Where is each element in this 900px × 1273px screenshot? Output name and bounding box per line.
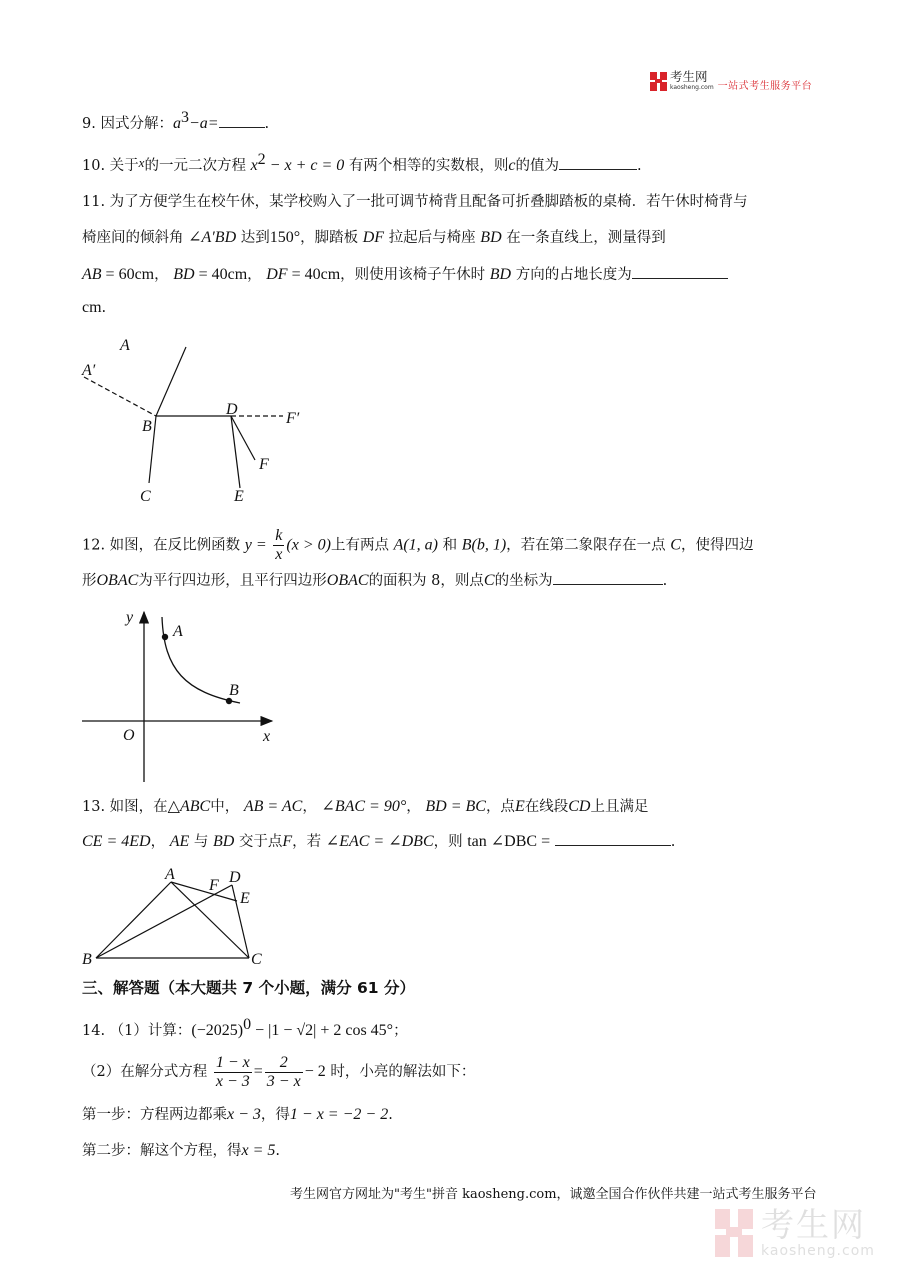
question-14-part-2 <box>82 1052 475 1092</box>
unit-text: cm <box>82 299 102 316</box>
fraction <box>265 1054 303 1091</box>
math-exponent: 3 <box>180 109 189 126</box>
chair-diagram <box>70 325 320 515</box>
question-number: 11. <box>82 194 106 210</box>
math-expr: CE = 4ED <box>82 833 151 850</box>
punct: ， <box>154 267 169 283</box>
question-text: （1）计算： <box>109 1022 192 1039</box>
question-text: 形 <box>82 573 97 589</box>
question-text: 在一条直线上，测量得到 <box>506 230 666 246</box>
math-expr: = 40cm <box>287 266 341 283</box>
math-var: BD <box>212 833 235 850</box>
question-12-line-1 <box>82 527 753 563</box>
question-text: 上有两点 <box>330 537 389 554</box>
answer-blank[interactable] <box>559 155 637 170</box>
numerator: 2 <box>265 1054 303 1073</box>
svg-text:F: F <box>259 456 269 473</box>
math-var: AE <box>169 833 190 850</box>
question-text: ，脚踏板 <box>300 230 359 246</box>
math-var: AB <box>82 266 102 283</box>
denominator: x − 3 <box>215 1072 250 1090</box>
math-expr: − x + c = 0 <box>265 156 345 174</box>
denominator: 3 − x <box>266 1072 301 1090</box>
fraction <box>214 1054 252 1091</box>
svg-text:A: A <box>165 866 175 883</box>
math-expr: AB = AC <box>243 798 303 815</box>
svg-text:D: D <box>226 401 238 418</box>
math-expr: B(b, 1) <box>461 536 507 554</box>
header-slogan: 一站式考生服务平台 <box>717 81 813 92</box>
math-var: BD <box>480 229 502 246</box>
svg-text:y: y <box>126 609 134 626</box>
svg-text:B: B <box>82 951 92 968</box>
math-var: x <box>250 156 258 174</box>
kaosheng-logo-icon <box>650 72 667 91</box>
question-10 <box>82 150 642 176</box>
question-11-line-3 <box>82 264 728 285</box>
question-text: 有两个相等的实数根，则 <box>348 157 509 174</box>
question-11-line-4 <box>82 298 106 318</box>
question-text: 为了方便学生在校午休，某学校购入了一批可调节椅背且配备可折叠脚踏板的桌椅．若午休时椅背与 <box>109 194 748 210</box>
punct: . <box>662 573 668 589</box>
question-text: ，点 <box>485 799 515 815</box>
math-var: F <box>282 833 293 850</box>
question-14-part-1 <box>82 1015 408 1041</box>
math-expr: −a= <box>188 114 219 132</box>
inverse-function-graph <box>70 600 300 790</box>
question-text: 椅座间的倾斜角 <box>82 230 184 246</box>
question-text: 的坐标为 <box>494 573 553 589</box>
math-expr: − |1 − √2| + 2 cos 45° <box>251 1021 394 1039</box>
math-var: c <box>508 156 516 174</box>
svg-text:E: E <box>240 890 250 907</box>
question-text: 第二步：解这个方程，得 <box>82 1143 242 1159</box>
punct: ， <box>302 799 317 815</box>
svg-text:A′: A′ <box>82 362 96 379</box>
question-text: 时，小亮的解法如下： <box>330 1064 476 1080</box>
math-expr: x − 3 <box>227 1106 261 1123</box>
svg-text:F: F <box>209 877 219 894</box>
answer-blank[interactable] <box>553 570 663 585</box>
numerator: 1 − x <box>215 1053 250 1071</box>
math-var: OBAC <box>96 572 139 589</box>
question-text: 为平行四边形，且平行四边形 <box>138 573 327 589</box>
punct: ， <box>150 834 166 850</box>
question-text: ，得 <box>260 1107 290 1123</box>
question-text: 在线段 <box>524 799 569 815</box>
math-var: BD <box>489 266 512 283</box>
question-text: 拉起后与椅座 <box>388 230 476 246</box>
math-expr: (x > 0) <box>286 536 331 554</box>
math-expr: tan ∠DBC = <box>467 833 551 850</box>
svg-text:B: B <box>142 418 152 435</box>
question-text: 交于点 <box>238 834 283 850</box>
math-var: a <box>172 114 181 132</box>
math-expr: x = 5 <box>241 1142 276 1159</box>
math-var: x <box>138 154 145 170</box>
question-number: 9. <box>82 115 96 132</box>
answer-blank[interactable] <box>555 831 671 846</box>
math-expr: y = <box>244 536 267 554</box>
question-text: 的面积为 8，则点 <box>368 573 484 589</box>
question-9 <box>82 108 269 134</box>
denominator: x <box>275 546 283 563</box>
punct: . <box>264 115 270 132</box>
math-expr: (−2025) <box>191 1021 244 1039</box>
answer-blank[interactable] <box>632 264 728 279</box>
math-expr: = <box>253 1063 263 1080</box>
punct: . <box>275 1143 281 1159</box>
math-expr: ∠BAC = 90° <box>321 798 407 815</box>
question-13-line-1 <box>82 797 648 817</box>
punct: ， <box>406 799 421 815</box>
question-text: ，使得四边 <box>680 537 754 554</box>
question-text: 与 <box>193 834 209 850</box>
question-14-step-1 <box>82 1105 393 1125</box>
question-number: 12. <box>82 537 106 554</box>
question-11-line-1 <box>82 192 748 212</box>
svg-text:E: E <box>234 488 244 505</box>
question-text: 关于 <box>109 157 139 174</box>
question-text: 上且满足 <box>590 799 649 815</box>
triangle-diagram <box>75 860 275 970</box>
section-3-heading: 三、解答题（本大题共 7 个小题，满分 61 分） <box>82 979 415 997</box>
question-text: 的一元二次方程 <box>144 157 246 174</box>
math-exponent: 0 <box>243 1016 252 1033</box>
math-var: E <box>514 798 525 815</box>
question-text: 的值为 <box>515 157 559 174</box>
question-14-step-2 <box>82 1141 280 1161</box>
question-text: ，若在第二象限存在一点 <box>506 537 666 554</box>
svg-text:A: A <box>173 623 183 640</box>
question-text: 第一步：方程两边都乘 <box>82 1107 227 1123</box>
punct: ； <box>393 1022 408 1039</box>
kaosheng-logo <box>650 70 812 93</box>
svg-text:C: C <box>140 488 151 505</box>
math-expr: 150° <box>269 229 301 246</box>
numerator: k <box>275 527 283 544</box>
question-number: 14. <box>82 1022 106 1039</box>
svg-text:F′: F′ <box>286 410 300 427</box>
math-expr: = 60cm <box>101 266 155 283</box>
svg-text:D: D <box>229 869 241 886</box>
question-text: 和 <box>442 537 458 554</box>
math-var: DF <box>266 266 288 283</box>
punct: . <box>636 157 642 174</box>
math-var: CD <box>568 798 591 815</box>
math-expr: = 40cm <box>194 266 248 283</box>
math-var: BD <box>173 266 195 283</box>
math-var: C <box>670 536 681 554</box>
question-text: ，则使用该椅子午休时 <box>340 267 486 283</box>
question-text: 如图，在反比例函数 <box>109 537 241 554</box>
question-12-line-2 <box>82 570 667 591</box>
math-var: DF <box>362 229 385 246</box>
math-expr: △ABC <box>167 798 211 815</box>
logo-en-text: kaosheng.com <box>670 84 714 91</box>
punct: . <box>101 300 107 316</box>
question-number: 13. <box>82 799 106 815</box>
question-text: 中， <box>210 799 240 815</box>
question-number: 10. <box>82 157 106 174</box>
question-text: 因式分解： <box>100 115 173 132</box>
math-expr: A(1, a) <box>393 536 439 554</box>
logo-cn-text: 考生网 <box>670 69 708 84</box>
question-11-line-2 <box>82 228 666 248</box>
svg-text:O: O <box>123 727 135 744</box>
watermark-logo-icon <box>715 1209 753 1257</box>
math-expr: ∠A′BD <box>188 229 237 246</box>
kaosheng-watermark <box>715 1207 875 1259</box>
answer-blank[interactable] <box>219 113 265 128</box>
watermark-en: kaosheng.com <box>761 1243 875 1259</box>
punct: . <box>670 834 676 850</box>
math-var: OBAC <box>326 572 369 589</box>
question-text: ，则 <box>433 834 463 850</box>
math-expr: − 2 <box>304 1063 326 1080</box>
svg-text:A: A <box>120 337 130 354</box>
punct: ， <box>247 267 262 283</box>
watermark-cn: 考生网 <box>761 1205 866 1244</box>
question-text: 达到 <box>240 230 270 246</box>
punct: . <box>388 1107 393 1123</box>
question-text: 方向的占地长度为 <box>515 267 632 283</box>
math-exponent: 2 <box>257 151 266 168</box>
fraction <box>273 527 284 564</box>
footer-text: 考生网官方网址为"考生"拼音 kaosheng.com，诚邀全国合作伙伴共建一站式考生服务平台 <box>290 1187 817 1202</box>
question-text: 如图，在 <box>109 799 168 815</box>
question-text: ，若 <box>292 834 322 850</box>
svg-text:C: C <box>251 951 262 968</box>
question-text: （2）在解分式方程 <box>82 1064 208 1080</box>
math-expr: BD = BC <box>425 798 486 815</box>
math-expr: ∠EAC = ∠DBC <box>325 833 434 850</box>
math-var: C <box>483 572 495 589</box>
svg-text:x: x <box>263 728 271 745</box>
question-13-line-2 <box>82 831 675 852</box>
svg-text:B: B <box>229 682 239 699</box>
math-expr: 1 − x = −2 − 2 <box>289 1106 389 1123</box>
